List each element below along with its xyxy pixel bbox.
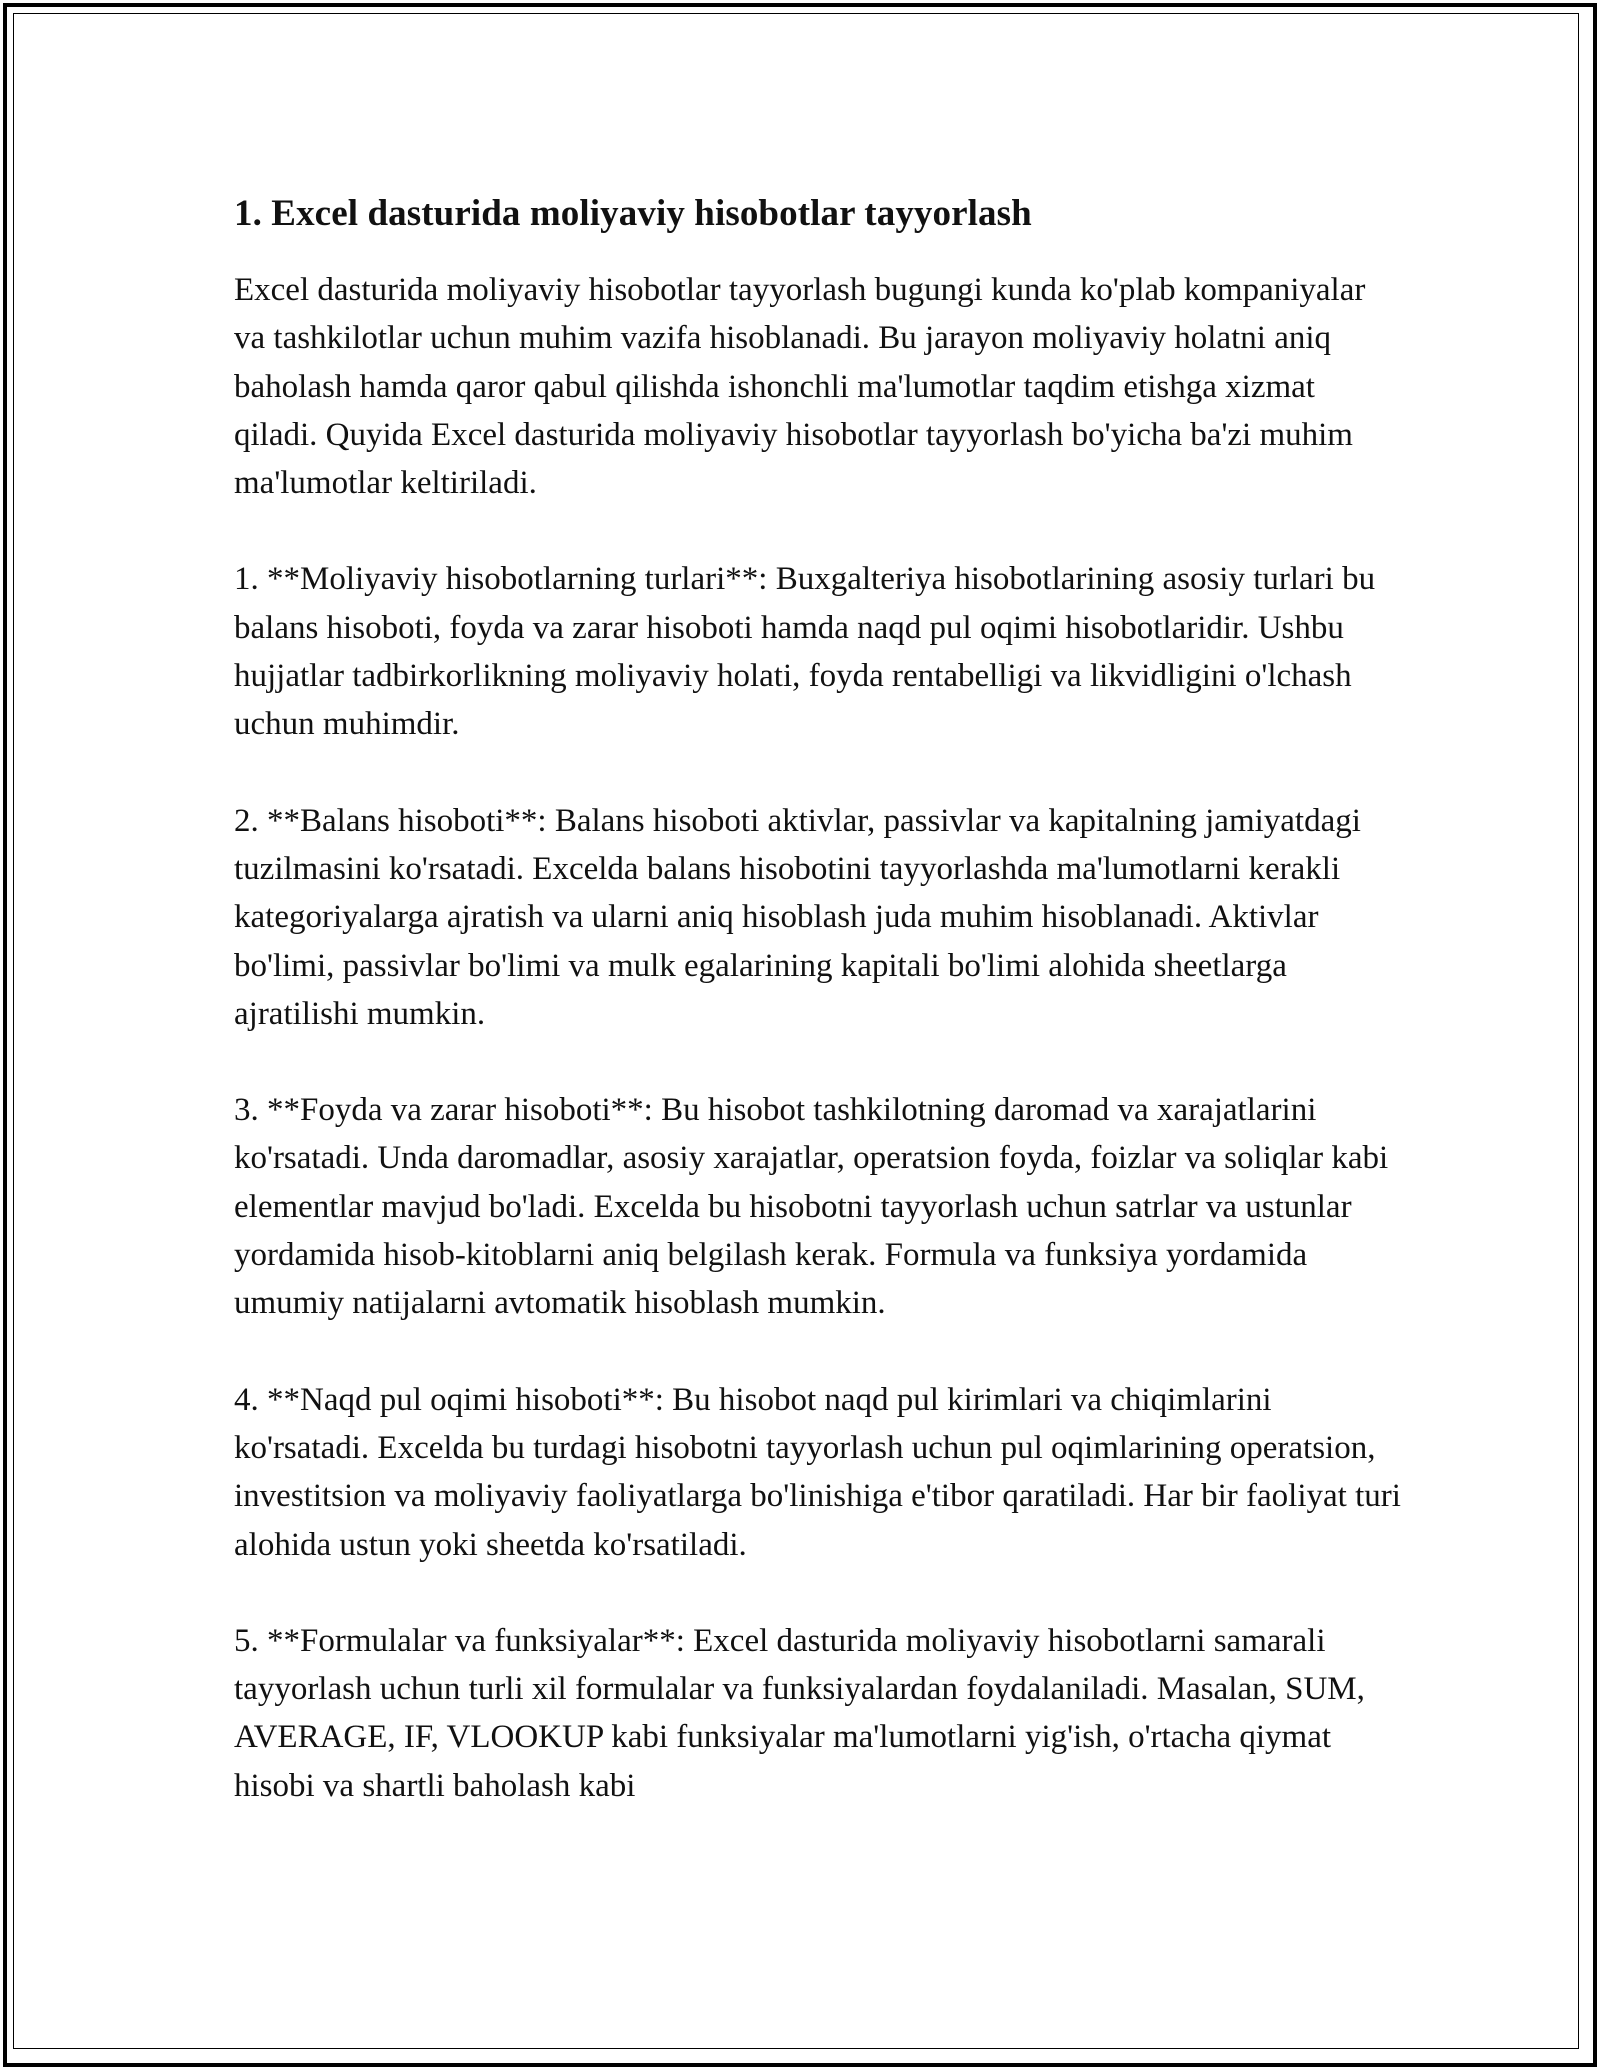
paragraph-profit-loss: 3. **Foyda va zarar hisoboti**: Bu hisobot tashkilotning daromad va xarajatlarini ko'rsatadi. Unda daromadlar, asosiy xarajatlar, operatsion foyda, foizlar va soliqlar kabi elementlar mavjud bo'ladi. Excelda bu hisobotni tayyorlash uchun satrlar va ustunlar yordamida hisob-kitoblarni aniq belgilash kerak. Formula va funksiya yordamida umumiy natijalarni avtomatik hisoblash mumkin. bbox=[234, 1092, 1389, 1322]
paragraph-formulas: 5. **Formulalar va funksiyalar**: Excel dasturida moliyaviy hisobotlarni samarali tayyorlash uchun turli xil formulalar va funksiyalardan foydalaniladi. Masalan, SUM, AVERAGE, IF, VLOOKUP kabi funksiyalar ma'lumotlarni yig'ish, o'rtacha qiymat hisobi va shartli baholash kabi bbox=[234, 1622, 1365, 1804]
paragraph-report-types: 1. **Moliyaviy hisobotlarning turlari**: Buxgalteriya hisobotlarining asosiy turlari bu balans hisoboti, foyda va zarar hisoboti hamda naqd pul oqimi hisobotlaridir. Ushbu hujjatlar tadbirkorlikning moliyaviy holati, foyda rentabelligi va likvidligini o'lchash uchun muhimdir. bbox=[234, 561, 1376, 743]
document-title: 1. Excel dasturida moliyaviy hisobotlar tayyorlash bbox=[234, 193, 1032, 234]
paragraph-balance-sheet: 2. **Balans hisoboti**: Balans hisoboti aktivlar, passivlar va kapitalning jamiyatdagi tuzilmasini ko'rsatadi. Excelda balans hisobotini tayyorlashda ma'lumotlarni kerakli kategoriyalarga ajratish va ularni aniq hisoblash juda muhim hisoblanadi. Aktivlar bo'limi, passivlar bo'limi va mulk egalarining kapitali bo'limi alohida sheetlarga ajratilishi mumkin. bbox=[234, 802, 1361, 1032]
paragraph-cash-flow: 4. **Naqd pul oqimi hisoboti**: Bu hisobot naqd pul kirimlari va chiqimlarini ko'rsatadi. Excelda bu turdagi hisobotni tayyorlash uchun pul oqimlarining operatsion, investitsion va moliyaviy faoliyatlarga bo'linishiga e'tibor qaratiladi. Har bir faoliyat turi alohida ustun yoki sheetda ko'rsatiladi. bbox=[234, 1381, 1401, 1563]
document-body bbox=[234, 186, 1404, 1810]
paragraph-intro: Excel dasturida moliyaviy hisobotlar tayyorlash bugungi kunda ko'plab kompaniyalar va tashkilotlar uchun muhim vazifa hisoblanadi. Bu jarayon moliyaviy holatni aniq baholash hamda qaror qabul qilishda ishonchli ma'lumotlar taqdim etishga xizmat qiladi. Quyida Excel dasturida moliyaviy hisobotlar tayyorlash bo'yicha ba'zi muhim ma'lumotlar keltiriladi. bbox=[234, 272, 1366, 502]
